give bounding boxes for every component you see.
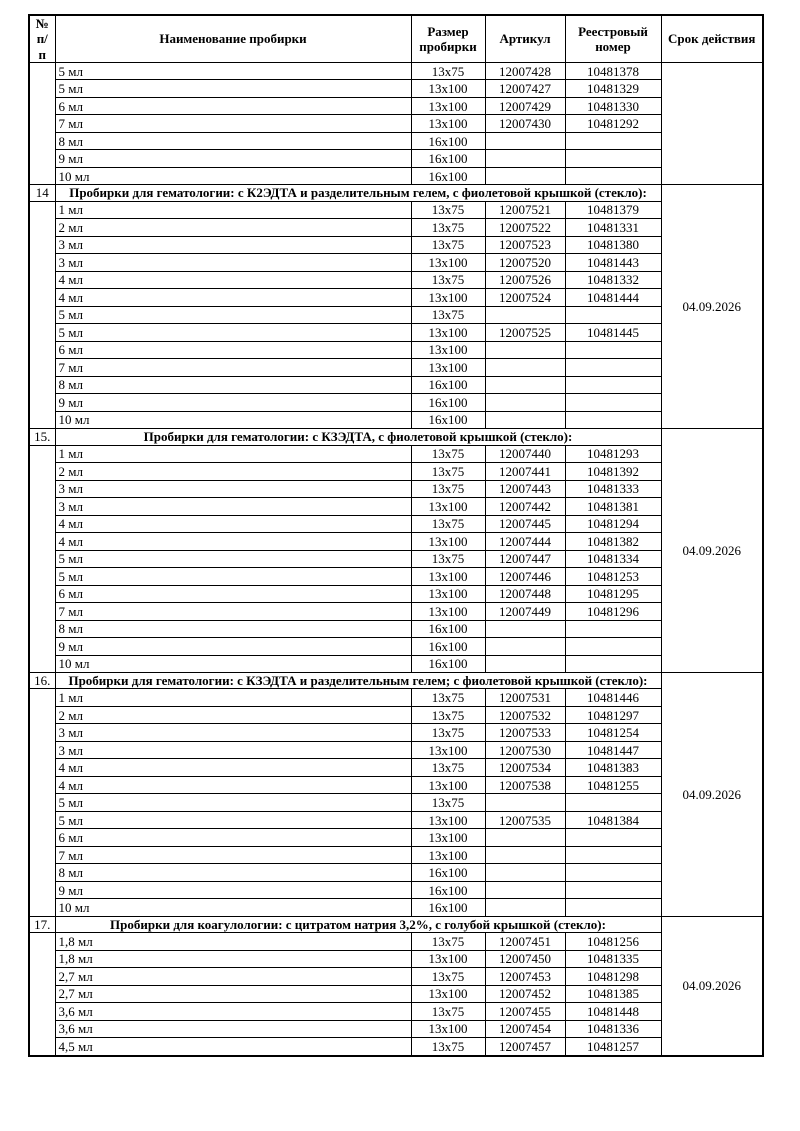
article-cell: 12007521 bbox=[485, 201, 565, 219]
row-number-spacer bbox=[29, 201, 55, 429]
registry-number-cell: 10481335 bbox=[565, 950, 661, 968]
tube-size-cell: 13x75 bbox=[411, 271, 485, 289]
article-cell: 12007454 bbox=[485, 1020, 565, 1038]
tube-name-cell: 7 мл bbox=[55, 846, 411, 864]
article-cell: 12007444 bbox=[485, 533, 565, 551]
table-row bbox=[29, 254, 763, 272]
tube-size-cell: 16x100 bbox=[411, 411, 485, 429]
tube-name-cell: 3 мл bbox=[55, 724, 411, 742]
registry-number-cell: 10481443 bbox=[565, 254, 661, 272]
tube-size-cell: 13x75 bbox=[411, 689, 485, 707]
tube-name-cell: 2 мл bbox=[55, 706, 411, 724]
registry-number-cell: 10481257 bbox=[565, 1038, 661, 1056]
tube-size-cell: 13x100 bbox=[411, 115, 485, 133]
article-cell: 12007532 bbox=[485, 706, 565, 724]
article-cell bbox=[485, 132, 565, 150]
tube-size-cell: 13x75 bbox=[411, 968, 485, 986]
registry-number-cell: 10481446 bbox=[565, 689, 661, 707]
tube-size-cell: 16x100 bbox=[411, 881, 485, 899]
table-row bbox=[29, 933, 763, 951]
article-cell: 12007525 bbox=[485, 324, 565, 342]
registry-number-cell: 10481447 bbox=[565, 741, 661, 759]
tube-name-cell: 4 мл bbox=[55, 776, 411, 794]
registry-number-cell bbox=[565, 864, 661, 882]
table-row bbox=[29, 306, 763, 324]
registry-number-cell: 10481296 bbox=[565, 603, 661, 621]
tube-size-cell: 13x75 bbox=[411, 759, 485, 777]
tube-name-cell: 4 мл bbox=[55, 289, 411, 307]
tube-size-cell: 16x100 bbox=[411, 394, 485, 412]
table-row bbox=[29, 776, 763, 794]
tube-size-cell: 16x100 bbox=[411, 899, 485, 917]
registry-number-cell: 10481444 bbox=[565, 289, 661, 307]
registry-number-cell: 10481392 bbox=[565, 463, 661, 481]
table-row bbox=[29, 341, 763, 359]
registry-number-cell: 10481293 bbox=[565, 445, 661, 463]
table-row bbox=[29, 394, 763, 412]
registry-number-cell: 10481336 bbox=[565, 1020, 661, 1038]
article-cell: 12007430 bbox=[485, 115, 565, 133]
article-cell bbox=[485, 864, 565, 882]
table-row bbox=[29, 289, 763, 307]
table-row bbox=[29, 811, 763, 829]
table-row bbox=[29, 533, 763, 551]
registry-number-cell: 10481334 bbox=[565, 550, 661, 568]
tube-name-cell: 1 мл bbox=[55, 201, 411, 219]
tube-size-cell: 13x100 bbox=[411, 811, 485, 829]
tube-registry-table bbox=[28, 14, 764, 1057]
section-title: Пробирки для коагулологии: с цитратом натрия 3,2%, с голубой крышкой (стекло): bbox=[55, 916, 661, 932]
registry-number-cell bbox=[565, 376, 661, 394]
registry-number-cell: 10481331 bbox=[565, 219, 661, 237]
article-cell bbox=[485, 829, 565, 847]
tube-name-cell: 7 мл bbox=[55, 359, 411, 377]
tube-size-cell: 13x100 bbox=[411, 533, 485, 551]
article-cell: 12007429 bbox=[485, 97, 565, 115]
registry-number-cell: 10481254 bbox=[565, 724, 661, 742]
tube-name-cell: 5 мл bbox=[55, 306, 411, 324]
tube-name-cell: 7 мл bbox=[55, 603, 411, 621]
tube-size-cell: 13x75 bbox=[411, 236, 485, 254]
tube-size-cell: 13x100 bbox=[411, 80, 485, 98]
tube-name-cell: 10 мл bbox=[55, 167, 411, 185]
article-cell bbox=[485, 376, 565, 394]
tube-size-cell: 13x100 bbox=[411, 829, 485, 847]
tube-name-cell: 1,8 мл bbox=[55, 950, 411, 968]
article-cell: 12007526 bbox=[485, 271, 565, 289]
tube-size-cell: 13x100 bbox=[411, 341, 485, 359]
article-cell bbox=[485, 620, 565, 638]
table-row bbox=[29, 324, 763, 342]
tube-name-cell: 1,8 мл bbox=[55, 933, 411, 951]
tube-name-cell: 1 мл bbox=[55, 689, 411, 707]
tube-name-cell: 6 мл bbox=[55, 585, 411, 603]
registry-number-cell: 10481332 bbox=[565, 271, 661, 289]
tube-size-cell: 13x100 bbox=[411, 289, 485, 307]
article-cell bbox=[485, 167, 565, 185]
tube-name-cell: 2,7 мл bbox=[55, 968, 411, 986]
tube-name-cell: 9 мл bbox=[55, 394, 411, 412]
tube-name-cell: 3,6 мл bbox=[55, 1003, 411, 1021]
registry-number-cell: 10481382 bbox=[565, 533, 661, 551]
expiry-date: 04.09.2026 bbox=[661, 185, 763, 429]
article-cell: 12007451 bbox=[485, 933, 565, 951]
tube-size-cell: 13x75 bbox=[411, 724, 485, 742]
article-cell: 12007531 bbox=[485, 689, 565, 707]
article-cell: 12007453 bbox=[485, 968, 565, 986]
section-number: 14 bbox=[29, 185, 55, 201]
table-row bbox=[29, 638, 763, 656]
row-number-spacer bbox=[29, 62, 55, 185]
article-cell: 12007524 bbox=[485, 289, 565, 307]
tube-name-cell: 5 мл bbox=[55, 568, 411, 586]
tube-name-cell: 7 мл bbox=[55, 115, 411, 133]
registry-number-cell: 10481333 bbox=[565, 480, 661, 498]
row-number-spacer bbox=[29, 445, 55, 673]
row-number-spacer bbox=[29, 689, 55, 917]
tube-size-cell: 13x100 bbox=[411, 846, 485, 864]
tube-name-cell: 8 мл bbox=[55, 620, 411, 638]
article-cell: 12007450 bbox=[485, 950, 565, 968]
tube-name-cell: 9 мл bbox=[55, 881, 411, 899]
article-cell: 12007452 bbox=[485, 985, 565, 1003]
tube-size-cell: 13x100 bbox=[411, 498, 485, 516]
article-cell bbox=[485, 846, 565, 864]
tube-size-cell: 13x75 bbox=[411, 1038, 485, 1056]
tube-name-cell: 5 мл bbox=[55, 811, 411, 829]
tube-size-cell: 13x75 bbox=[411, 515, 485, 533]
article-cell: 12007446 bbox=[485, 568, 565, 586]
article-cell: 12007457 bbox=[485, 1038, 565, 1056]
section-title: Пробирки для гематологии: с КЗЭДТА, с фиолетовой крышкой (стекло): bbox=[55, 429, 661, 445]
table-row bbox=[29, 498, 763, 516]
tube-size-cell: 13x75 bbox=[411, 933, 485, 951]
tube-name-cell: 8 мл bbox=[55, 132, 411, 150]
table-row bbox=[29, 201, 763, 219]
tube-name-cell: 4 мл bbox=[55, 515, 411, 533]
registry-number-cell: 10481385 bbox=[565, 985, 661, 1003]
expiry-date bbox=[661, 62, 763, 185]
tube-size-cell: 13x75 bbox=[411, 445, 485, 463]
tube-size-cell: 13x75 bbox=[411, 219, 485, 237]
tube-name-cell: 10 мл bbox=[55, 411, 411, 429]
expiry-date: 04.09.2026 bbox=[661, 673, 763, 917]
section-header-row bbox=[29, 673, 763, 689]
tube-name-cell: 5 мл bbox=[55, 794, 411, 812]
registry-number-cell: 10481295 bbox=[565, 585, 661, 603]
tube-name-cell: 2 мл bbox=[55, 219, 411, 237]
table-row bbox=[29, 1003, 763, 1021]
article-cell: 12007522 bbox=[485, 219, 565, 237]
tube-name-cell: 9 мл bbox=[55, 638, 411, 656]
tube-size-cell: 13x100 bbox=[411, 585, 485, 603]
table-row bbox=[29, 899, 763, 917]
tube-name-cell: 6 мл bbox=[55, 97, 411, 115]
tube-size-cell: 13x75 bbox=[411, 706, 485, 724]
table-row bbox=[29, 376, 763, 394]
registry-number-cell bbox=[565, 394, 661, 412]
tube-size-cell: 16x100 bbox=[411, 376, 485, 394]
article-cell bbox=[485, 394, 565, 412]
registry-number-cell bbox=[565, 167, 661, 185]
section-number: 17. bbox=[29, 916, 55, 932]
table-row bbox=[29, 167, 763, 185]
article-cell bbox=[485, 638, 565, 656]
tube-size-cell: 13x100 bbox=[411, 1020, 485, 1038]
article-cell: 12007448 bbox=[485, 585, 565, 603]
article-cell: 12007428 bbox=[485, 62, 565, 80]
registry-number-cell bbox=[565, 655, 661, 673]
article-cell: 12007442 bbox=[485, 498, 565, 516]
tube-size-cell: 13x100 bbox=[411, 950, 485, 968]
table-row bbox=[29, 515, 763, 533]
article-cell bbox=[485, 881, 565, 899]
table-row bbox=[29, 480, 763, 498]
table-row bbox=[29, 603, 763, 621]
article-cell: 12007443 bbox=[485, 480, 565, 498]
tube-size-cell: 13x100 bbox=[411, 568, 485, 586]
registry-number-cell bbox=[565, 829, 661, 847]
registry-number-cell: 10481448 bbox=[565, 1003, 661, 1021]
table-row bbox=[29, 846, 763, 864]
article-cell: 12007534 bbox=[485, 759, 565, 777]
table-row bbox=[29, 132, 763, 150]
tube-name-cell: 5 мл bbox=[55, 62, 411, 80]
table-row bbox=[29, 689, 763, 707]
table-row bbox=[29, 585, 763, 603]
registry-number-cell bbox=[565, 359, 661, 377]
article-cell bbox=[485, 794, 565, 812]
tube-name-cell: 4 мл bbox=[55, 271, 411, 289]
registry-number-cell: 10481379 bbox=[565, 201, 661, 219]
table-row bbox=[29, 655, 763, 673]
tube-name-cell: 3 мл bbox=[55, 741, 411, 759]
tube-size-cell: 16x100 bbox=[411, 132, 485, 150]
tube-size-cell: 16x100 bbox=[411, 150, 485, 168]
tube-size-cell: 13x75 bbox=[411, 550, 485, 568]
tube-name-cell: 4 мл bbox=[55, 533, 411, 551]
table-row bbox=[29, 1038, 763, 1056]
expiry-date: 04.09.2026 bbox=[661, 916, 763, 1055]
tube-size-cell: 13x100 bbox=[411, 985, 485, 1003]
registry-number-cell bbox=[565, 132, 661, 150]
article-cell: 12007535 bbox=[485, 811, 565, 829]
section-header-row bbox=[29, 916, 763, 932]
registry-number-cell bbox=[565, 794, 661, 812]
registry-number-cell bbox=[565, 306, 661, 324]
tube-name-cell: 8 мл bbox=[55, 864, 411, 882]
table-row bbox=[29, 80, 763, 98]
article-cell bbox=[485, 359, 565, 377]
registry-number-cell: 10481378 bbox=[565, 62, 661, 80]
registry-number-cell: 10481383 bbox=[565, 759, 661, 777]
article-cell: 12007441 bbox=[485, 463, 565, 481]
table-header-row bbox=[29, 15, 763, 62]
header-article: Артикул bbox=[485, 15, 565, 62]
article-cell bbox=[485, 150, 565, 168]
tube-size-cell: 13x100 bbox=[411, 741, 485, 759]
tube-size-cell: 13x75 bbox=[411, 794, 485, 812]
registry-number-cell bbox=[565, 638, 661, 656]
table-row bbox=[29, 359, 763, 377]
registry-number-cell: 10481298 bbox=[565, 968, 661, 986]
table-row bbox=[29, 985, 763, 1003]
tube-name-cell: 3 мл bbox=[55, 254, 411, 272]
article-cell bbox=[485, 306, 565, 324]
tube-size-cell: 13x100 bbox=[411, 359, 485, 377]
registry-number-cell bbox=[565, 150, 661, 168]
section-number: 16. bbox=[29, 673, 55, 689]
article-cell: 12007445 bbox=[485, 515, 565, 533]
table-row bbox=[29, 271, 763, 289]
header-tube-size: Размер пробирки bbox=[411, 15, 485, 62]
tube-size-cell: 16x100 bbox=[411, 655, 485, 673]
article-cell bbox=[485, 655, 565, 673]
tube-size-cell: 13x75 bbox=[411, 1003, 485, 1021]
table-row bbox=[29, 881, 763, 899]
tube-name-cell: 4,5 мл bbox=[55, 1038, 411, 1056]
registry-number-cell bbox=[565, 411, 661, 429]
table-row bbox=[29, 463, 763, 481]
tube-size-cell: 13x100 bbox=[411, 97, 485, 115]
tube-size-cell: 13x75 bbox=[411, 306, 485, 324]
table-row bbox=[29, 62, 763, 80]
registry-number-cell: 10481330 bbox=[565, 97, 661, 115]
section-header-row bbox=[29, 185, 763, 201]
tube-size-cell: 16x100 bbox=[411, 620, 485, 638]
table-row bbox=[29, 445, 763, 463]
registry-number-cell: 10481292 bbox=[565, 115, 661, 133]
article-cell: 12007523 bbox=[485, 236, 565, 254]
table-row bbox=[29, 115, 763, 133]
registry-number-cell bbox=[565, 899, 661, 917]
registry-number-cell bbox=[565, 341, 661, 359]
tube-name-cell: 6 мл bbox=[55, 829, 411, 847]
registry-number-cell bbox=[565, 846, 661, 864]
table-row bbox=[29, 864, 763, 882]
registry-number-cell: 10481294 bbox=[565, 515, 661, 533]
tube-size-cell: 13x100 bbox=[411, 776, 485, 794]
article-cell: 12007530 bbox=[485, 741, 565, 759]
table-row bbox=[29, 829, 763, 847]
section-title: Пробирки для гематологии: с К2ЭДТА и разделительным гелем, с фиолетовой крышкой (стекло): bbox=[55, 185, 661, 201]
tube-size-cell: 13x100 bbox=[411, 324, 485, 342]
tube-name-cell: 3 мл bbox=[55, 498, 411, 516]
tube-name-cell: 5 мл bbox=[55, 324, 411, 342]
tube-name-cell: 5 мл bbox=[55, 550, 411, 568]
table-row bbox=[29, 759, 763, 777]
section-title: Пробирки для гематологии: с КЗЭДТА и разделительным гелем; с фиолетовой крышкой (стекло): bbox=[55, 673, 661, 689]
header-registry-number: Реестровый номер bbox=[565, 15, 661, 62]
registry-number-cell: 10481256 bbox=[565, 933, 661, 951]
section-number: 15. bbox=[29, 429, 55, 445]
tube-size-cell: 13x75 bbox=[411, 463, 485, 481]
table-row bbox=[29, 724, 763, 742]
table-row bbox=[29, 968, 763, 986]
table-row bbox=[29, 950, 763, 968]
tube-size-cell: 13x75 bbox=[411, 201, 485, 219]
registry-number-cell bbox=[565, 620, 661, 638]
table-row bbox=[29, 236, 763, 254]
tube-size-cell: 13x75 bbox=[411, 62, 485, 80]
article-cell: 12007427 bbox=[485, 80, 565, 98]
expiry-date: 04.09.2026 bbox=[661, 429, 763, 673]
article-cell: 12007449 bbox=[485, 603, 565, 621]
article-cell: 12007455 bbox=[485, 1003, 565, 1021]
header-row-number: № п/п bbox=[29, 15, 55, 62]
registry-number-cell: 10481384 bbox=[565, 811, 661, 829]
tube-name-cell: 10 мл bbox=[55, 899, 411, 917]
tube-size-cell: 16x100 bbox=[411, 638, 485, 656]
article-cell: 12007447 bbox=[485, 550, 565, 568]
table-row bbox=[29, 1020, 763, 1038]
registry-number-cell: 10481297 bbox=[565, 706, 661, 724]
tube-size-cell: 13x100 bbox=[411, 603, 485, 621]
tube-name-cell: 6 мл bbox=[55, 341, 411, 359]
tube-name-cell: 8 мл bbox=[55, 376, 411, 394]
table-row bbox=[29, 706, 763, 724]
registry-number-cell: 10481445 bbox=[565, 324, 661, 342]
table-row bbox=[29, 620, 763, 638]
table-row bbox=[29, 794, 763, 812]
table-row bbox=[29, 411, 763, 429]
tube-name-cell: 5 мл bbox=[55, 80, 411, 98]
registry-number-cell: 10481253 bbox=[565, 568, 661, 586]
tube-name-cell: 4 мл bbox=[55, 759, 411, 777]
article-cell bbox=[485, 341, 565, 359]
tube-name-cell: 10 мл bbox=[55, 655, 411, 673]
section-header-row bbox=[29, 429, 763, 445]
tube-size-cell: 13x100 bbox=[411, 254, 485, 272]
article-cell bbox=[485, 899, 565, 917]
article-cell: 12007533 bbox=[485, 724, 565, 742]
tube-name-cell: 3,6 мл bbox=[55, 1020, 411, 1038]
registry-number-cell: 10481255 bbox=[565, 776, 661, 794]
registry-number-cell bbox=[565, 881, 661, 899]
tube-name-cell: 1 мл bbox=[55, 445, 411, 463]
article-cell: 12007520 bbox=[485, 254, 565, 272]
header-validity-term: Срок действия bbox=[661, 15, 763, 62]
table-row bbox=[29, 741, 763, 759]
table-row bbox=[29, 568, 763, 586]
table-row bbox=[29, 550, 763, 568]
row-number-spacer bbox=[29, 933, 55, 1056]
tube-name-cell: 3 мл bbox=[55, 480, 411, 498]
table-row bbox=[29, 150, 763, 168]
tube-name-cell: 3 мл bbox=[55, 236, 411, 254]
tube-size-cell: 13x75 bbox=[411, 480, 485, 498]
registry-number-cell: 10481381 bbox=[565, 498, 661, 516]
registry-number-cell: 10481380 bbox=[565, 236, 661, 254]
header-tube-name: Наименование пробирки bbox=[55, 15, 411, 62]
tube-name-cell: 9 мл bbox=[55, 150, 411, 168]
registry-number-cell: 10481329 bbox=[565, 80, 661, 98]
tube-name-cell: 2,7 мл bbox=[55, 985, 411, 1003]
article-cell: 12007538 bbox=[485, 776, 565, 794]
table-row bbox=[29, 97, 763, 115]
tube-size-cell: 16x100 bbox=[411, 167, 485, 185]
table-row bbox=[29, 219, 763, 237]
article-cell: 12007440 bbox=[485, 445, 565, 463]
article-cell bbox=[485, 411, 565, 429]
tube-name-cell: 2 мл bbox=[55, 463, 411, 481]
tube-size-cell: 16x100 bbox=[411, 864, 485, 882]
